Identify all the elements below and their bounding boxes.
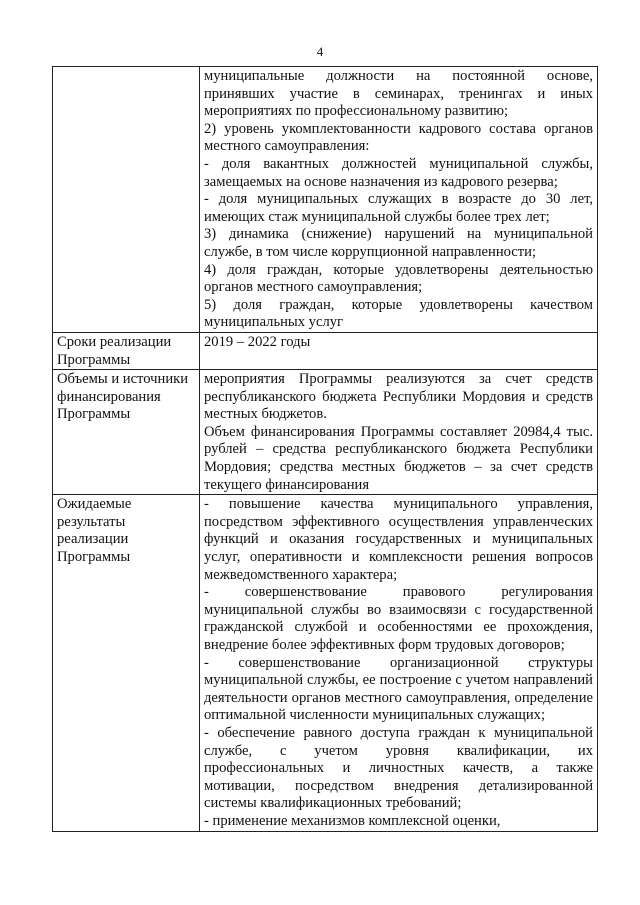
content-line: - доля вакантных должностей муниципальной службы, замещаемых на основе назначения из кадрового резерва; <box>204 155 593 190</box>
row-label-empty <box>53 67 200 333</box>
content-line: - обеспечение равного доступа граждан к муниципальной службе, с учетом уровня квалификации, их профессиональных и личностных качеств, а также мотивации, посредством внедрения детализированной системы квалификационных требований; <box>204 724 593 812</box>
table-row <box>53 370 598 495</box>
content-line: Объем финансирования Программы составляет 20984,4 тыс. рублей – средства республиканского бюджета Республики Мордовия; средства местных бюджетов – за счет средств текущего финансирования <box>204 423 593 493</box>
content-line: - применение механизмов комплексной оценки, <box>204 812 501 829</box>
content-line: - повышение качества муниципального управления, посредством эффективного осуществления управленческих функций и оказания государственных и муниципальных услуг, оперативности и комплексности решения вопросов межведомственного характера; <box>204 496 593 583</box>
content-line: 3) динамика (снижение) нарушений на муниципальной службе, в том числе коррупционной направленности; <box>204 226 593 260</box>
table-row <box>53 495 598 831</box>
page-number: 4 <box>316 44 324 59</box>
timeline-content <box>200 332 598 369</box>
row-label-funding: Объемы и источники финансирования Программы <box>53 370 200 495</box>
expected-results-content <box>200 495 598 831</box>
content-line: 5) доля граждан, которые удовлетворены качеством муниципальных услуг <box>204 296 593 331</box>
content-line: 2019 – 2022 годы <box>204 333 311 350</box>
content-line: 2) уровень укомплектованности кадрового состава органов местного самоуправления: <box>204 120 593 155</box>
funding-content <box>200 370 598 495</box>
content-line: 4) доля граждан, которые удовлетворены деятельностью органов местного самоуправления; <box>204 261 593 296</box>
content-line: мероприятия Программы реализуются за счет средств республиканского бюджета Республики Мордовия и средств местных бюджетов. <box>204 371 593 423</box>
content-line: - доля муниципальных служащих в возрасте до 30 лет, имеющих стаж муниципальной службы более трех лет; <box>204 191 593 225</box>
program-passport-table <box>52 66 598 832</box>
indicators-content <box>200 67 598 333</box>
table-row <box>53 332 598 369</box>
table-row <box>53 67 598 333</box>
content-line: - совершенствование организационной структуры муниципальной службы, ее построение с учетом направлений деятельности органов местного самоуправления, определение оптимальной численности муниципальных служащих; <box>204 654 593 724</box>
row-label-timeline: Сроки реализации Программы <box>53 332 200 369</box>
row-label-expected-results: Ожидаемые результаты реализации Программы <box>53 495 200 831</box>
content-line: - совершенствование правового регулирования муниципальной службы во взаимосвязи с государственной гражданской службой и особенностями ее прохождения, внедрение более эффективных форм трудовых договоров; <box>204 584 593 653</box>
content-line: муниципальные должности на постоянной основе, принявших участие в семинарах, тренингах и иных мероприятиях по профессиональному развитию; <box>204 68 593 120</box>
